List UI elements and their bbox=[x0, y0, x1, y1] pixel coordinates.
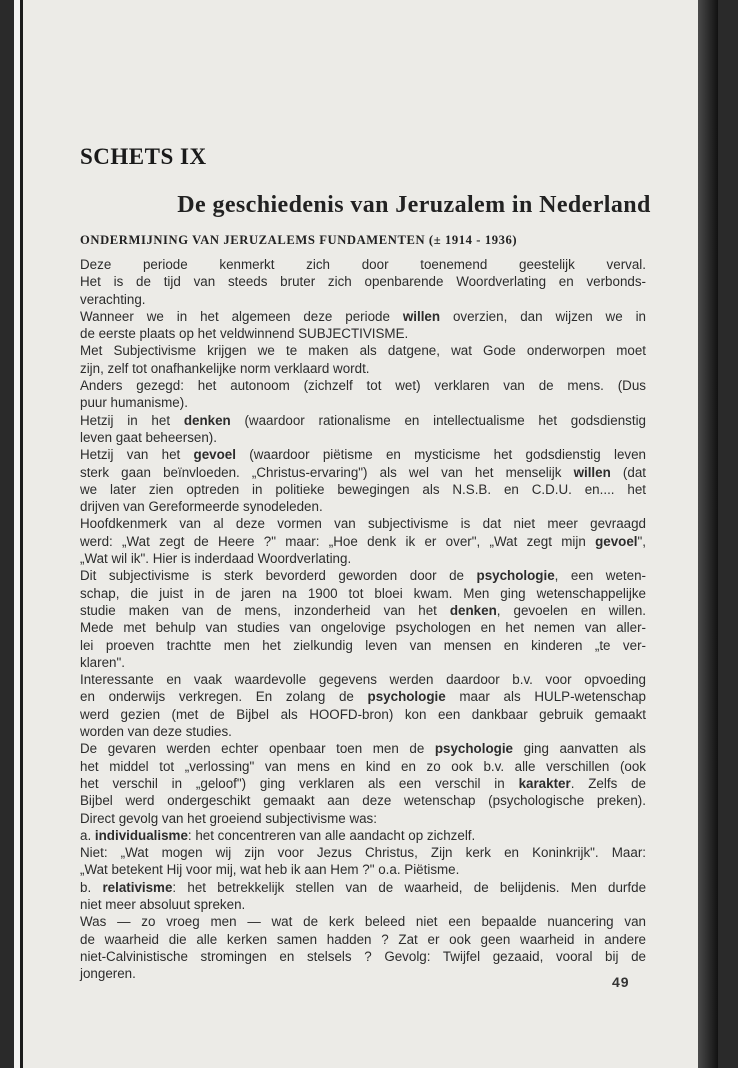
text-line: drijven van Gereformeerde synodeleden. bbox=[80, 499, 323, 515]
text-line: Was — zo vroeg men — wat de kerk beleed niet een bepaalde nuancering van bbox=[80, 914, 646, 930]
text-line: werd: „Wat zegt de Heere ?" maar: „Hoe denk ik er over", „Wat zegt mijn gevoel", bbox=[80, 533, 646, 549]
text-line: Bijbel werd ondergeschikt gemaakt aan deze wetenschap (psychologische preken). bbox=[80, 793, 646, 809]
text-line: Anders gezegd: het autonoom (zichzelf tot wet) verklaren van de mens. (Dus bbox=[80, 378, 646, 394]
text-line: werd gezien (met de Bijbel als HOOFD-bron) kon een dankbaar gebruik gemaakt bbox=[80, 706, 646, 722]
text-line: Interessante en vaak waardevolle gegevens werden daardoor b.v. voor opvoeding bbox=[80, 672, 646, 688]
text-line: zijn, zelf tot onafhankelijke norm verklaard wordt. bbox=[80, 360, 370, 376]
text-line: Wanneer we in het algemeen deze periode willen overzien, dan wijzen we in bbox=[80, 308, 647, 324]
text-line: schap, die juist in de jaren na 1900 tot bloei kwam. Men ging wetenschappelijke bbox=[80, 585, 646, 601]
text-line: „Wat betekent Hij voor mij, wat heb ik aan Hem ?" o.a. Piëtisme. bbox=[80, 862, 460, 878]
text-line: Hetzij in het denken (waardoor rationalisme en intellectualisme het godsdienstig bbox=[80, 412, 646, 428]
text-line: Niet: „Wat mogen wij zijn voor Jezus Christus, Zijn kerk en Koninkrijk". Maar: bbox=[80, 845, 646, 861]
book-page bbox=[14, 0, 718, 1068]
text-line: het middel tot „verlossing" van mens en kind en zo ook b.v. alle verschillen (ook bbox=[80, 758, 646, 774]
text-line: we later zien optreden in politieke bewegingen als N.S.B. en C.D.U. en.... het bbox=[80, 481, 646, 497]
chapter-heading: SCHETS IX bbox=[80, 144, 207, 169]
body-text bbox=[80, 256, 646, 982]
text-line: studie maken van de mens, inzonderheid van het denken, gevoelen en willen. bbox=[80, 602, 646, 618]
text-line: de waarheid die alle kerken samen hadden ? Zat er ook geen waarheid in andere bbox=[80, 931, 646, 947]
text-line: „Wat wil ik". Hier is inderdaad Woordverlating. bbox=[80, 551, 352, 567]
page-title: De geschiedenis van Jeruzalem in Nederland bbox=[177, 192, 651, 218]
page-number: 49 bbox=[612, 974, 630, 990]
text-line: Deze periode kenmerkt zich door toenemend geestelijk verval. bbox=[80, 257, 646, 272]
text-line: leven gaat beheersen). bbox=[80, 429, 217, 445]
text-line: klaren". bbox=[80, 654, 125, 670]
text-line: worden van deze studies. bbox=[80, 724, 232, 740]
text-line: a. individualisme: het concentreren van alle aandacht op zichzelf. bbox=[80, 827, 476, 843]
text-line: b. relativisme: het betrekkelijk stellen van de waarheid, de belijdenis. Men durfde bbox=[80, 879, 647, 895]
text-line: verachting. bbox=[80, 291, 146, 307]
text-line: sterk gaan beïnvloeden. „Christus-ervaring") als wel van het menselijk willen (dat bbox=[80, 464, 647, 480]
text-line: niet meer absoluut spreken. bbox=[80, 896, 246, 912]
text-line: Direct gevolg van het groeiend subjectivisme was: bbox=[80, 810, 377, 826]
page-right-edge bbox=[698, 0, 718, 1068]
page-left-edge bbox=[14, 0, 28, 1068]
text-line: het verschil in „geloof") ging verklaren als een verschil in karakter. Zelfs de bbox=[80, 775, 647, 791]
page-subtitle: ONDERMIJNING VAN JERUZALEMS FUNDAMENTEN (± 1914 - 1936) bbox=[80, 233, 518, 247]
text-line: De gevaren werden echter openbaar toen men de psychologie ging aanvatten als bbox=[80, 741, 646, 757]
text-line: Hoofdkenmerk van al deze vormen van subjectivisme is dat niet meer gevraagd bbox=[80, 516, 646, 532]
text-line: jongeren. bbox=[80, 966, 136, 982]
text-line: Hetzij van het gevoel (waardoor piëtisme en mysticisme het godsdienstig leven bbox=[80, 447, 647, 463]
text-line: de eerste plaats op het veldwinnend SUBJECTIVISME. bbox=[80, 326, 409, 342]
text-line: niet-Calvinistische stromingen en stelsels ? Gevolg: Twijfel gezaaid, vooral bij de bbox=[80, 948, 646, 964]
text-line: Dit subjectivisme is sterk bevorderd geworden door de psychologie, een weten- bbox=[80, 568, 646, 584]
text-line: en onderwijs verkregen. En zolang de psychologie maar als HULP-wetenschap bbox=[80, 689, 646, 705]
text-line: puur humanisme). bbox=[80, 395, 188, 411]
text-line: Het is de tijd van steeds bruter zich openbarende Woordverlating en verbonds- bbox=[80, 274, 646, 290]
text-line: Mede met behulp van studies van ongelovige psychologen en het nemen van aller- bbox=[80, 620, 646, 636]
text-line: Met Subjectivisme krijgen we te maken als datgene, wat Gode onderworpen moet bbox=[80, 343, 646, 359]
text-line: lei proeven trachtte men het zielkundig leven van mensen en kinderen „te ver- bbox=[80, 637, 646, 653]
